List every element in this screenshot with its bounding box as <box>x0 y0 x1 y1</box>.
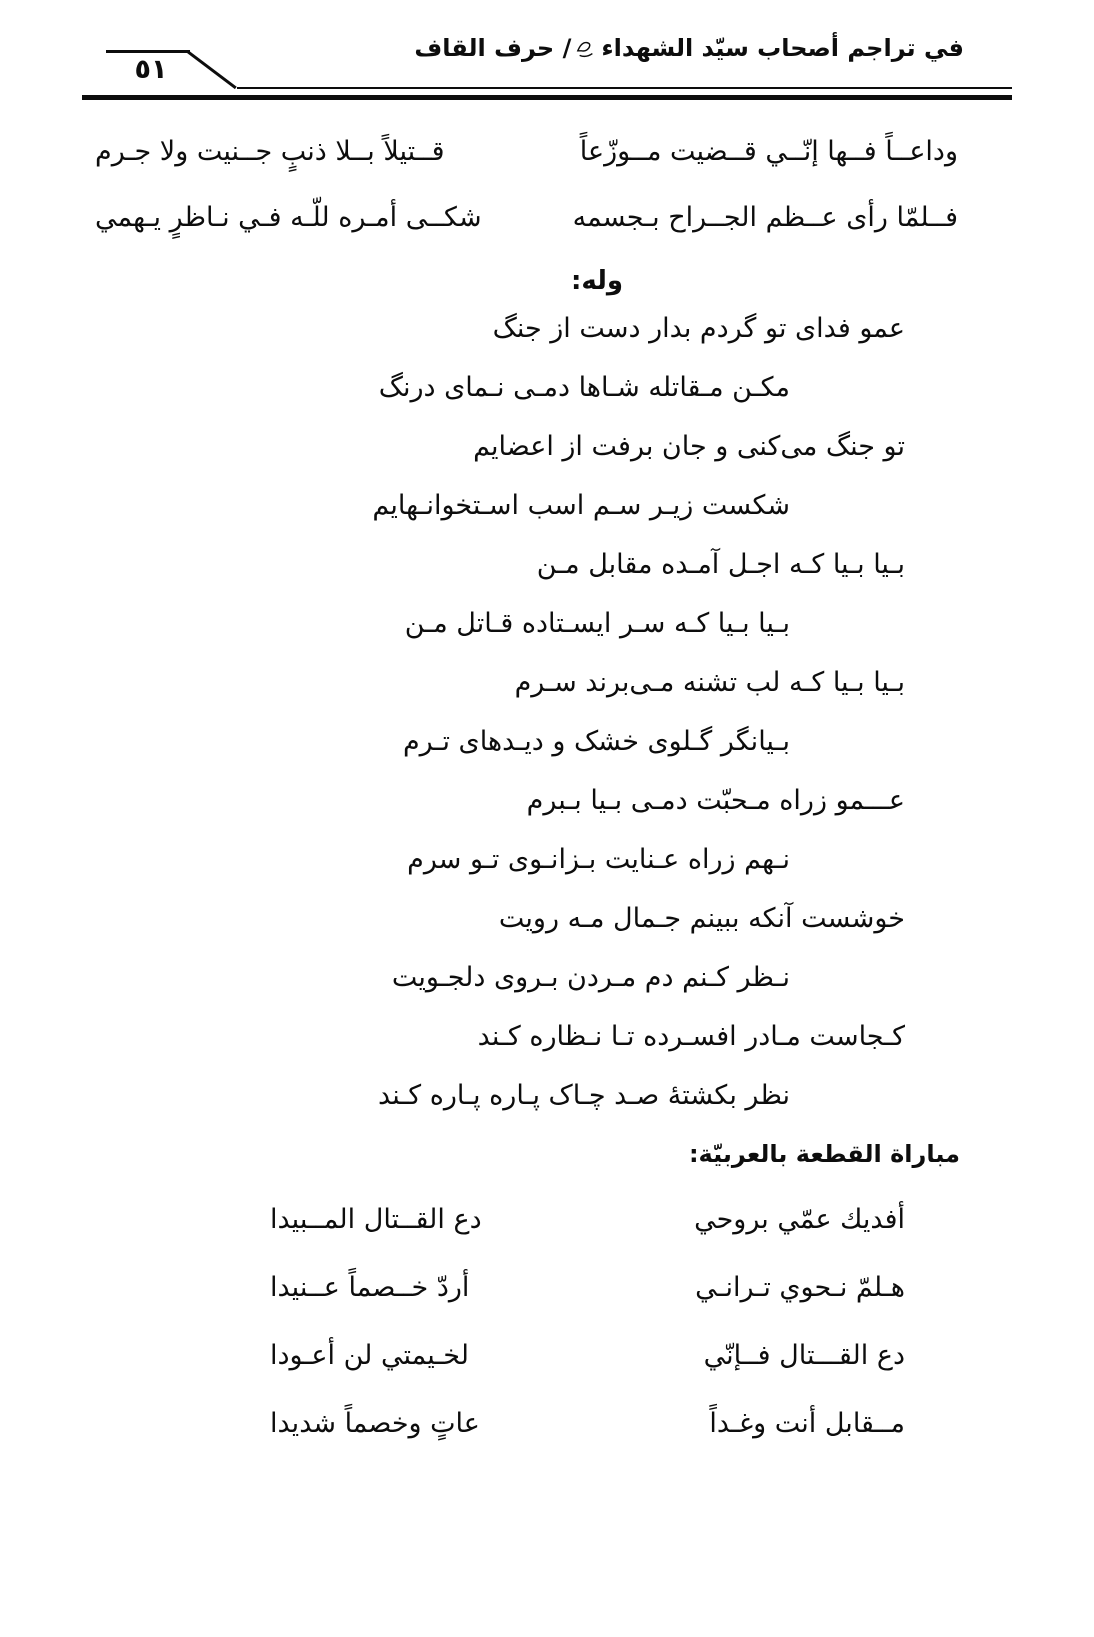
hemistich-left: عاتٍ وخصماً شديدا <box>270 1408 480 1439</box>
hemistich-right: مــقابل أنت وغـداً <box>709 1408 905 1439</box>
page-number-tab-diagonal <box>186 50 237 89</box>
persian-line: بـیانگر گـلوی خشک و دیـدهای تـرم <box>402 726 790 757</box>
persian-line: خوشست آنکه ببینم جـمال مـه رویت <box>498 903 905 934</box>
persian-line: مکـن مـقاتله شـاها دمـی نـمای درنگ <box>378 372 790 403</box>
running-header-title <box>414 34 964 65</box>
persian-poem <box>0 312 1094 1113</box>
hemistich-right: وداعــاً فــها إنّــي قــضيت مــوزّعاً <box>579 136 958 167</box>
persian-line: کـجاست مـادر افسـرده تـا نـظاره کـند <box>477 1021 905 1052</box>
hemistich-right: دع القـــتال فــإنّي <box>703 1340 905 1371</box>
bottom-poem-heading: مباراة القطعة بالعربيّة: <box>688 1140 960 1168</box>
persian-line: نظر بکشتهٔ صـد چـاک پـاره پـاره کـند <box>378 1080 790 1111</box>
hemistich-left: قــتيلاً بــلا ذنبٍ جــنيت ولا جـرم <box>95 136 445 167</box>
couplet-row <box>95 132 958 172</box>
section-label: وله: <box>570 266 624 296</box>
book-title-text: في تراجم أصحاب سيّد الشهداء <box>601 34 964 62</box>
couplet-row <box>95 198 958 238</box>
header-thin-rule <box>237 87 1012 89</box>
couplet-row <box>270 1404 905 1443</box>
persian-line: عـــمو زراه مـحبّت دمـی بـیا بـبرم <box>526 785 905 816</box>
page-number: ٥١ <box>134 54 168 85</box>
persian-line: تو جنگ می‌کنی و جان برفت از اعضایم <box>473 431 905 462</box>
alayhi-assalam-emblem-icon <box>575 37 597 65</box>
hemistich-left: لخـيمتي لن أعـودا <box>270 1340 469 1371</box>
persian-line: نـهم زراه عـنایت بـزانـوی تـو سرم <box>407 844 790 875</box>
hemistich-left: أردّ خــصماً عــنيدا <box>270 1272 470 1303</box>
hemistich-left: دع القــتال المــبيدا <box>270 1204 482 1235</box>
persian-line: بـیا بـیا کـه لب تشنه مـی‌برند سـرم <box>514 667 905 698</box>
persian-line: بـیا بـیا کـه سـر ایسـتاده قـاتل مـن <box>404 608 790 639</box>
hemistich-left: شكــى أمـره للّـه فـي نـاظرٍ يـهمي <box>95 202 482 233</box>
persian-line: بـیا بـیا کـه اجـل آمـده مقابل مـن <box>536 549 905 580</box>
persian-line: عمو فدای تو گردم بدار دست از جنگ <box>492 313 905 344</box>
arabic-poem-bottom <box>270 1200 905 1443</box>
couplet-row <box>270 1200 905 1239</box>
hemistich-right: هـلمّ نـحوي تـرانـي <box>695 1272 905 1303</box>
hemistich-right: أفديك عمّي بروحي <box>694 1204 905 1235</box>
couplet-row <box>270 1268 905 1307</box>
running-header <box>0 0 1094 112</box>
page-number-tab-top-line <box>106 50 190 53</box>
persian-line: نـظر کـنم دم مـردن بـروی دلجـویت <box>391 962 790 993</box>
couplet-row <box>270 1336 905 1375</box>
hemistich-right: فــلمّا رأى عــظم الجــراح بـجسمه <box>572 202 958 233</box>
arabic-poem-top <box>95 132 958 238</box>
persian-line: شکست زیـر سـم اسب اسـتخوانـهایم <box>372 490 790 521</box>
chapter-label-text: / حرف القاف <box>414 34 572 62</box>
header-thick-rule <box>82 95 1012 100</box>
